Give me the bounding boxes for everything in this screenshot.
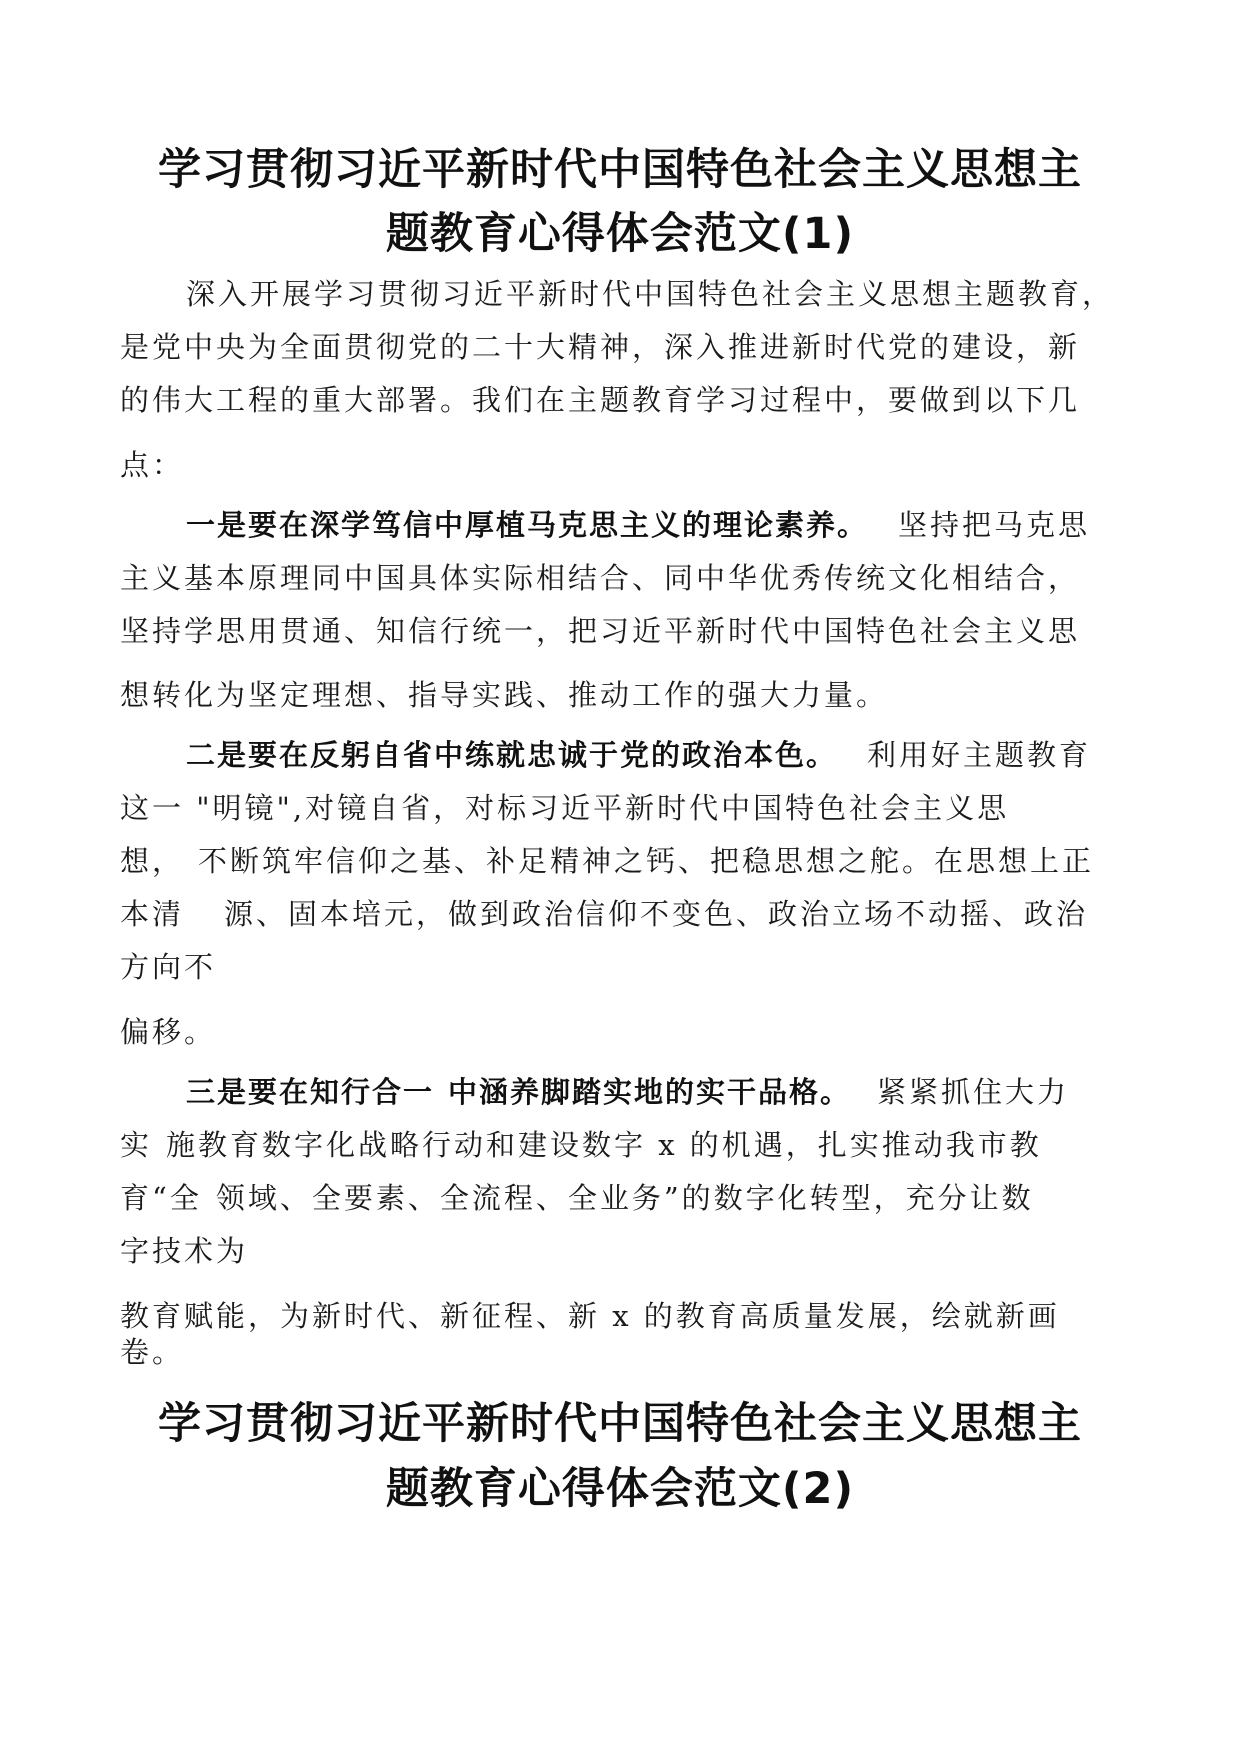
point3-text: 实 bbox=[120, 1128, 153, 1162]
point2-text: 源、固本培元，做到政治信仰不变色、政治立场不动摇、政治 bbox=[224, 897, 1089, 931]
point3-line bbox=[186, 1070, 1069, 1111]
point3-line bbox=[120, 1176, 1034, 1217]
section1-title-line2: 题教育心得体会范文(1) bbox=[385, 209, 855, 259]
point2-lead: 二是要在反躬自省中练就忠诚于党的政治本色。 bbox=[186, 738, 838, 772]
point2-text: 本清 bbox=[120, 897, 185, 931]
point3-text: 施教育数字化战略行动和建设数字 x 的机遇，扎实推动我市教 bbox=[166, 1128, 1042, 1162]
point3-line bbox=[120, 1123, 1042, 1164]
point1-line: 想转化为坚定理想、指导实践、推动工作的强大力量。 bbox=[120, 678, 889, 712]
point3-text: 育“全 bbox=[120, 1181, 202, 1215]
point3-line: 字技术为 bbox=[120, 1234, 249, 1268]
section2-title-line2: 题教育心得体会范文(2) bbox=[385, 1464, 855, 1514]
point2-line bbox=[120, 839, 1094, 880]
point2-text: 不断筑牢信仰之基、补足精神之钙、把稳思想之舵。在思想上正 bbox=[198, 844, 1095, 878]
intro-line: 是党中央为全面贯彻党的二十大精神，深入推进新时代党的建设，新 bbox=[120, 330, 1081, 364]
point1-line: 坚持学思用贯通、知信行统一，把习近平新时代中国特色社会主义思 bbox=[120, 614, 1081, 648]
point1-line bbox=[186, 503, 1090, 544]
section1-title-line1: 学习贯彻习近平新时代中国特色社会主义思想主 bbox=[158, 145, 1082, 195]
intro-line: 深入开展学习贯彻习近平新时代中国特色社会主义思想主题教育， bbox=[186, 277, 1115, 311]
point3-lead: 中涵养脚踏实地的实干品格。 bbox=[448, 1075, 852, 1109]
point2-line: 这一 "明镜",对镜自省，对标习近平新时代中国特色社会主义思 bbox=[120, 791, 1010, 825]
point3-line: 卷。 bbox=[120, 1335, 185, 1369]
point3-line: 教育赋能，为新时代、新征程、新 x 的教育高质量发展，绘就新画 bbox=[120, 1299, 1060, 1333]
point1-lead: 一是要在深学笃信中厚植马克思主义的理论素养。 bbox=[186, 508, 869, 542]
intro-line: 点： bbox=[120, 448, 185, 482]
point2-text: 想， bbox=[120, 844, 185, 878]
point1-text: 坚持把马克思 bbox=[898, 508, 1091, 542]
intro-line: 的伟大工程的重大部署。我们在主题教育学习过程中，要做到以下几 bbox=[120, 383, 1081, 417]
point3-text: 紧紧抓住大力 bbox=[877, 1075, 1070, 1109]
section2-title-line1: 学习贯彻习近平新时代中国特色社会主义思想主 bbox=[158, 1399, 1082, 1449]
point2-line: 方向不 bbox=[120, 950, 217, 984]
point2-line: 偏移。 bbox=[120, 1015, 217, 1049]
point3-text: 领域、全要素、全流程、全业务”的数字化转型，充分让数 bbox=[215, 1181, 1034, 1215]
point3-lead: 三是要在知行合一 bbox=[186, 1075, 435, 1109]
point2-line bbox=[186, 733, 1091, 774]
point1-line: 主义基本原理同中国具体实际相结合、同中华优秀传统文化相结合， bbox=[120, 561, 1081, 595]
point2-text: 利用好主题教育 bbox=[867, 738, 1092, 772]
point2-line bbox=[120, 892, 1088, 933]
